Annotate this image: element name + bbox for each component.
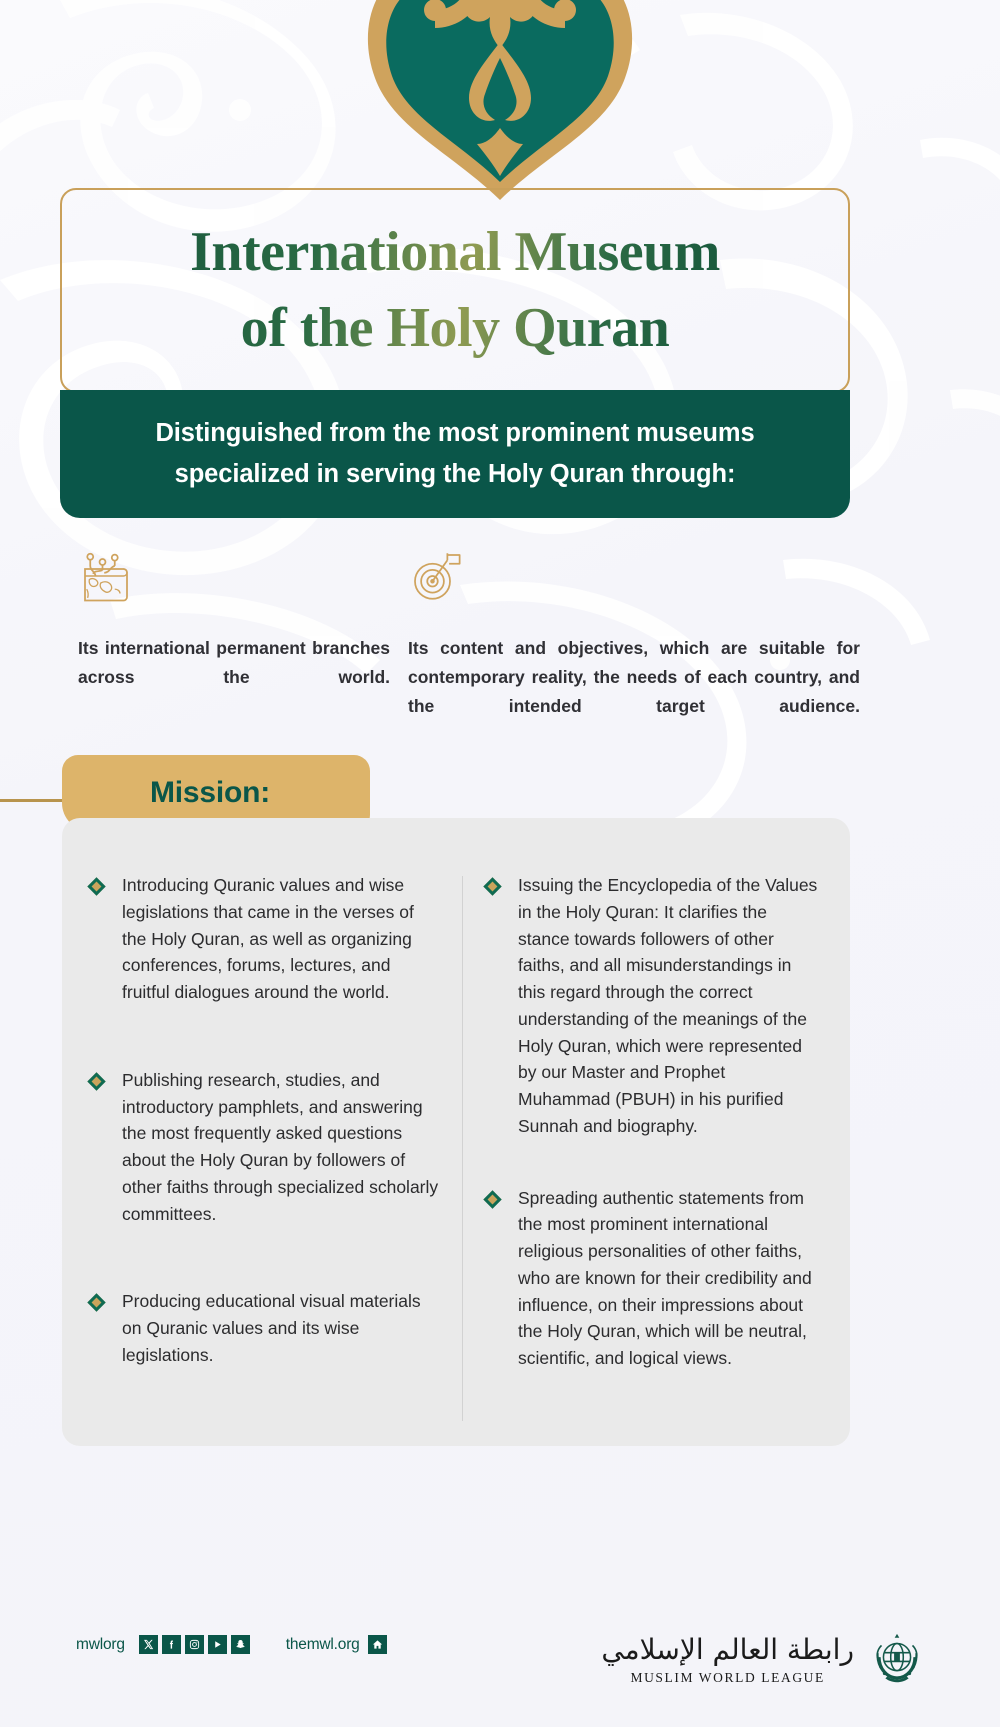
list-item-text: Issuing the Encyclopedia of the Values in the Holy Quran: It clarifies the stance towards followers of other faiths, and all misunderstandings in this regard through the correct understanding of the meanings of the Holy Quran, which were represented by our Master and Prophet Muhammad (PBUH) in his purified Sunnah and biography. [518, 875, 818, 1136]
list-item [90, 1288, 442, 1368]
logo-english-text: MUSLIM WORLD LEAGUE [630, 1670, 825, 1685]
title-line-2: of the Holy Quran [240, 296, 670, 359]
website-label: themwl.org [285, 1635, 360, 1653]
subtitle-text [117, 413, 792, 496]
list-item-text: Spreading authentic statements from the most prominent international religious personalities of other faiths, who are known for their credibility and influence, on their impressions about the Holy Quran, which will be neutral, scientific, and logical views. [518, 1187, 812, 1369]
title-line-1: International Museum [190, 220, 720, 283]
feature-text: Its international permanent branches across the world. [78, 638, 390, 687]
islamic-ornamental-medallion [335, 0, 665, 202]
social-handle: mwlorg [76, 1635, 125, 1653]
facebook-icon[interactable] [162, 1635, 181, 1654]
features-row [60, 548, 860, 728]
logo-texts [601, 1632, 854, 1686]
diamond-bullet-icon [87, 1072, 105, 1090]
list-item [486, 872, 822, 1140]
feature-content-objectives [390, 548, 860, 728]
diamond-bullet-icon [483, 1190, 501, 1208]
subtitle-banner [60, 390, 850, 518]
list-item-text: Introducing Quranic values and wise legislations that came in the verses of the Holy Quran, as well as organizing conferences, forums, lectures, and fruitful dialogues around the world. [122, 875, 414, 1003]
page-title [172, 215, 738, 366]
diamond-bullet-icon [87, 1294, 105, 1312]
x-twitter-icon[interactable] [139, 1635, 158, 1654]
instagram-icon[interactable] [185, 1635, 204, 1654]
home-icon[interactable] [368, 1635, 387, 1654]
feature-text: Its content and objectives, which are suitable for contemporary reality, the needs of each country, and the intended target audience. [408, 638, 860, 716]
diamond-bullet-icon [483, 877, 501, 895]
target-flag-goal-icon [408, 548, 464, 604]
feature-international-branches [60, 548, 390, 728]
mission-column-left [62, 858, 462, 1446]
list-item-text: Producing educational visual materials on Quranic values and its wise legislations. [122, 1291, 421, 1365]
mission-label: Mission: [150, 776, 271, 809]
website-link[interactable] [286, 1635, 391, 1654]
mwl-globe-wreath-emblem [866, 1628, 928, 1690]
mission-panel [62, 818, 850, 1446]
list-item [90, 872, 442, 1006]
social-links [76, 1635, 391, 1654]
subtitle-line-1: Distinguished from the most prominent museums [155, 418, 755, 447]
diamond-bullet-icon [87, 877, 105, 895]
title-card [60, 188, 850, 393]
snapchat-icon[interactable] [231, 1635, 250, 1654]
column-divider [462, 876, 463, 1421]
youtube-icon[interactable] [208, 1635, 227, 1654]
footer [0, 1620, 1000, 1727]
world-map-pins-icon [78, 548, 134, 604]
list-item-text: Publishing research, studies, and introductory pamphlets, and answering the most frequently asked questions about the Holy Quran by followers of other faiths through specialized scholarly committees. [122, 1069, 439, 1224]
logo-arabic-text: رابطة العالم الإسلامي [601, 1633, 854, 1666]
list-item [90, 1067, 442, 1228]
mwl-logo [601, 1628, 928, 1690]
mission-column-right [462, 858, 850, 1446]
subtitle-line-2: specialized in serving the Holy Quran through: [174, 460, 736, 488]
list-item [486, 1185, 822, 1372]
